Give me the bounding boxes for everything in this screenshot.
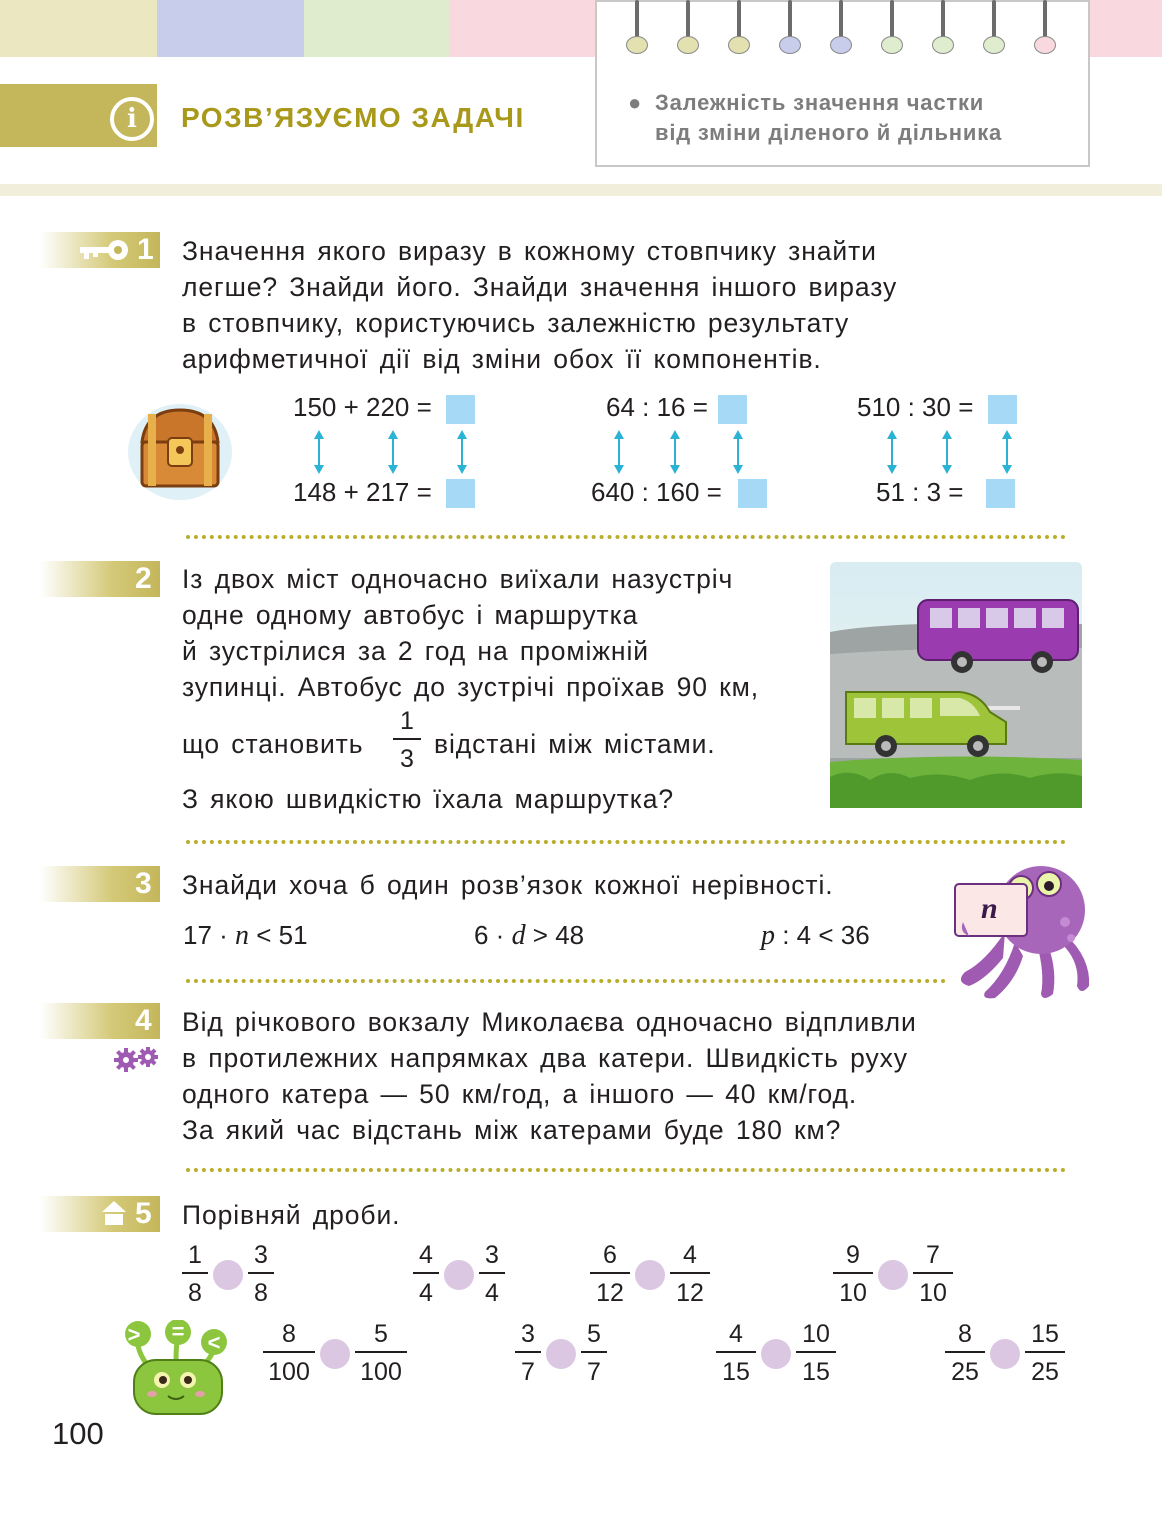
fraction: [248, 1238, 274, 1312]
double-arrow-icon: [612, 430, 626, 474]
fraction: [670, 1238, 710, 1312]
fraction-denominator: 8: [188, 1279, 202, 1307]
fraction-denominator: 10: [839, 1279, 867, 1307]
inequality-variable: d: [511, 920, 526, 951]
expr-2-top: 64 : 16 =: [606, 392, 708, 422]
task-2-line: й зустрілися за 2 год на проміжній: [182, 636, 649, 666]
task-1-line: Значення якого виразу в кожному стовпчику знайти: [182, 236, 877, 266]
house-icon: [101, 1200, 127, 1226]
task-4-line: За який час відстань між катерами буде 180 км?: [182, 1115, 842, 1145]
inequality-part: 6 ·: [474, 920, 512, 950]
comparison-circle[interactable]: [878, 1260, 908, 1290]
fraction-denominator: 25: [951, 1358, 979, 1386]
fraction: [716, 1317, 756, 1391]
inequality-part: > 48: [525, 920, 585, 950]
fraction: [413, 1238, 439, 1312]
fraction-denominator: 15: [722, 1358, 750, 1386]
fraction: [581, 1317, 607, 1391]
notepad-ring: [779, 0, 801, 60]
fraction-numerator: 15: [1031, 1320, 1059, 1348]
task-2-line: зупинці. Автобус до зустрічі проїхав 90 км,: [182, 672, 760, 702]
task-2-fraction-suffix: відстані між містами.: [434, 729, 716, 759]
topic-line-2: від зміни діленого й дільника: [655, 120, 1003, 145]
topic-text: [655, 88, 1002, 148]
notepad-ring: [830, 0, 852, 60]
fraction-numerator: 8: [958, 1320, 972, 1348]
fraction: [1025, 1317, 1065, 1391]
task-2-number: 2: [135, 562, 152, 595]
topic-line-1: Залежність значення частки: [655, 90, 985, 115]
expr-3-bottom: 51 : 3 =: [876, 477, 964, 507]
fraction-numerator: 6: [603, 1241, 617, 1269]
top-color-strip-2: [157, 0, 304, 57]
section-title: РОЗВ’ЯЗУЄМО ЗАДАЧІ: [181, 102, 525, 133]
fraction-numerator: 7: [926, 1241, 940, 1269]
monster-sign-greater: >: [127, 1322, 141, 1347]
fraction-numerator: 4: [729, 1320, 743, 1348]
double-arrow-icon: [668, 430, 682, 474]
inequality-2: [474, 920, 584, 952]
task-2-line: Із двох міст одночасно виїхали назустріч: [182, 564, 734, 594]
fraction: [833, 1238, 873, 1312]
expr-1-top: 150 + 220 =: [293, 392, 432, 422]
inequality-variable: n: [235, 920, 250, 951]
answer-box[interactable]: [718, 395, 747, 424]
task-4-number: 4: [135, 1004, 152, 1037]
comparison-circle[interactable]: [635, 1260, 665, 1290]
task-1-line: в стовпчику, користуючись залежністю результату: [182, 308, 850, 338]
gears-icon: [114, 1046, 160, 1072]
fraction-denominator: 12: [596, 1279, 624, 1307]
task-4-line: Від річкового вокзалу Миколаєва одночасно відпливли: [182, 1007, 917, 1037]
topic-bullet: ●: [628, 90, 642, 115]
fraction-numerator: 5: [587, 1320, 601, 1348]
page-number: 100: [52, 1416, 104, 1451]
fraction-numerator: 8: [282, 1320, 296, 1348]
octopus-illustration: [945, 862, 1095, 1002]
fraction-denominator: 12: [676, 1279, 704, 1307]
task-4-line: в протилежних напрямках два катери. Швидкість руху: [182, 1043, 908, 1073]
fraction-denominator: 4: [419, 1279, 433, 1307]
header-rule: [0, 184, 1162, 196]
fraction: [263, 1317, 315, 1391]
inequality-part: 17 ·: [183, 920, 236, 950]
task-2-text: [182, 561, 759, 705]
double-arrow-icon: [940, 430, 954, 474]
task-1-line: арифметичної дії від зміни обох її компонентів.: [182, 344, 822, 374]
task-1-line: легше? Знайди його. Знайди значення іншого виразу: [182, 272, 898, 302]
notepad-ring: [881, 0, 903, 60]
inequality-1: [183, 920, 308, 952]
fraction-one-third: [393, 704, 421, 778]
fraction-denominator: 100: [268, 1358, 310, 1386]
fraction-denominator: 25: [1031, 1358, 1059, 1386]
fraction-denominator: 8: [254, 1279, 268, 1307]
chest-illustration: [126, 400, 234, 502]
comparison-circle[interactable]: [320, 1339, 350, 1369]
fraction-numerator: 9: [846, 1241, 860, 1269]
expr-2-bottom: 640 : 160 =: [591, 477, 722, 507]
fraction: [182, 1238, 208, 1312]
fraction-numerator: 3: [254, 1241, 268, 1269]
key-icon: [80, 238, 130, 262]
task-5-text: Порівняй дроби.: [182, 1200, 401, 1230]
task-4-line: одного катера — 50 км/год, а іншого — 40 км/год.: [182, 1079, 858, 1109]
inequality-variable: p: [761, 920, 775, 951]
answer-box[interactable]: [988, 395, 1017, 424]
monster-sign-less: <: [207, 1330, 221, 1355]
fraction-numerator: 5: [374, 1320, 388, 1348]
inequality-3: [761, 920, 870, 952]
comparison-circle[interactable]: [444, 1260, 474, 1290]
fraction: [355, 1317, 407, 1391]
answer-box[interactable]: [446, 479, 475, 508]
task-3-number: 3: [135, 867, 152, 900]
fraction-numerator: 3: [521, 1320, 535, 1348]
task-2-question: З якою швидкістю їхала маршрутка?: [182, 784, 675, 814]
fraction: [479, 1238, 505, 1312]
task-1-text: [182, 233, 897, 377]
fraction-denominator: 3: [400, 745, 414, 773]
task-5-number: 5: [135, 1197, 152, 1230]
fraction-numerator: 1: [400, 707, 414, 735]
fraction-denominator: 4: [485, 1279, 499, 1307]
comparison-circle[interactable]: [761, 1339, 791, 1369]
sign-letter: n: [981, 892, 998, 925]
fraction-numerator: 1: [188, 1241, 202, 1269]
fraction-numerator: 4: [683, 1241, 697, 1269]
fraction-denominator: 7: [521, 1358, 535, 1386]
fraction-numerator: 10: [802, 1320, 830, 1348]
notepad-ring: [728, 0, 750, 60]
notepad-ring: [626, 0, 648, 60]
task-4-text: [182, 1004, 917, 1148]
dotted-separator: [186, 840, 1066, 844]
task-3-text: Знайди хоча б один розв’язок кожної нерівності.: [182, 870, 834, 900]
dotted-separator: [186, 979, 946, 983]
fraction-numerator: 4: [419, 1241, 433, 1269]
answer-box[interactable]: [738, 479, 767, 508]
answer-box[interactable]: [986, 479, 1015, 508]
expr-1-bottom: 148 + 217 =: [293, 477, 432, 507]
task-2-line: одне одному автобус і маршрутка: [182, 600, 639, 630]
bus-illustration: [830, 562, 1082, 808]
double-arrow-icon: [455, 430, 469, 474]
fraction-numerator: 3: [485, 1241, 499, 1269]
inequality-part: : 4 < 36: [775, 920, 870, 950]
task-2-fraction-prefix: що становить: [182, 729, 364, 759]
top-color-strip-1: [0, 0, 157, 57]
comparison-circle[interactable]: [990, 1339, 1020, 1369]
fraction: [515, 1317, 541, 1391]
expr-3-top: 510 : 30 =: [857, 392, 974, 422]
double-arrow-icon: [1000, 430, 1014, 474]
notepad-ring: [677, 0, 699, 60]
dotted-separator: [186, 535, 1066, 539]
notepad-ring: [983, 0, 1005, 60]
task-1-number: 1: [137, 233, 154, 266]
fraction: [913, 1238, 953, 1312]
fraction-denominator: 10: [919, 1279, 947, 1307]
monster-sign-equal: =: [171, 1319, 185, 1344]
answer-box[interactable]: [446, 395, 475, 424]
fraction: [945, 1317, 985, 1391]
fraction-denominator: 15: [802, 1358, 830, 1386]
double-arrow-icon: [731, 430, 745, 474]
double-arrow-icon: [885, 430, 899, 474]
double-arrow-icon: [386, 430, 400, 474]
info-icon: i: [110, 97, 154, 141]
fraction: [590, 1238, 630, 1312]
comparison-circle[interactable]: [213, 1260, 243, 1290]
fraction-denominator: 7: [587, 1358, 601, 1386]
fraction-denominator: 100: [360, 1358, 402, 1386]
inequality-part: < 51: [249, 920, 308, 950]
fraction: [796, 1317, 836, 1391]
double-arrow-icon: [312, 430, 326, 474]
dotted-separator: [186, 1168, 1066, 1172]
comparison-circle[interactable]: [546, 1339, 576, 1369]
notepad-ring: [932, 0, 954, 60]
top-color-strip-3: [304, 0, 449, 57]
notepad-ring: [1034, 0, 1056, 60]
